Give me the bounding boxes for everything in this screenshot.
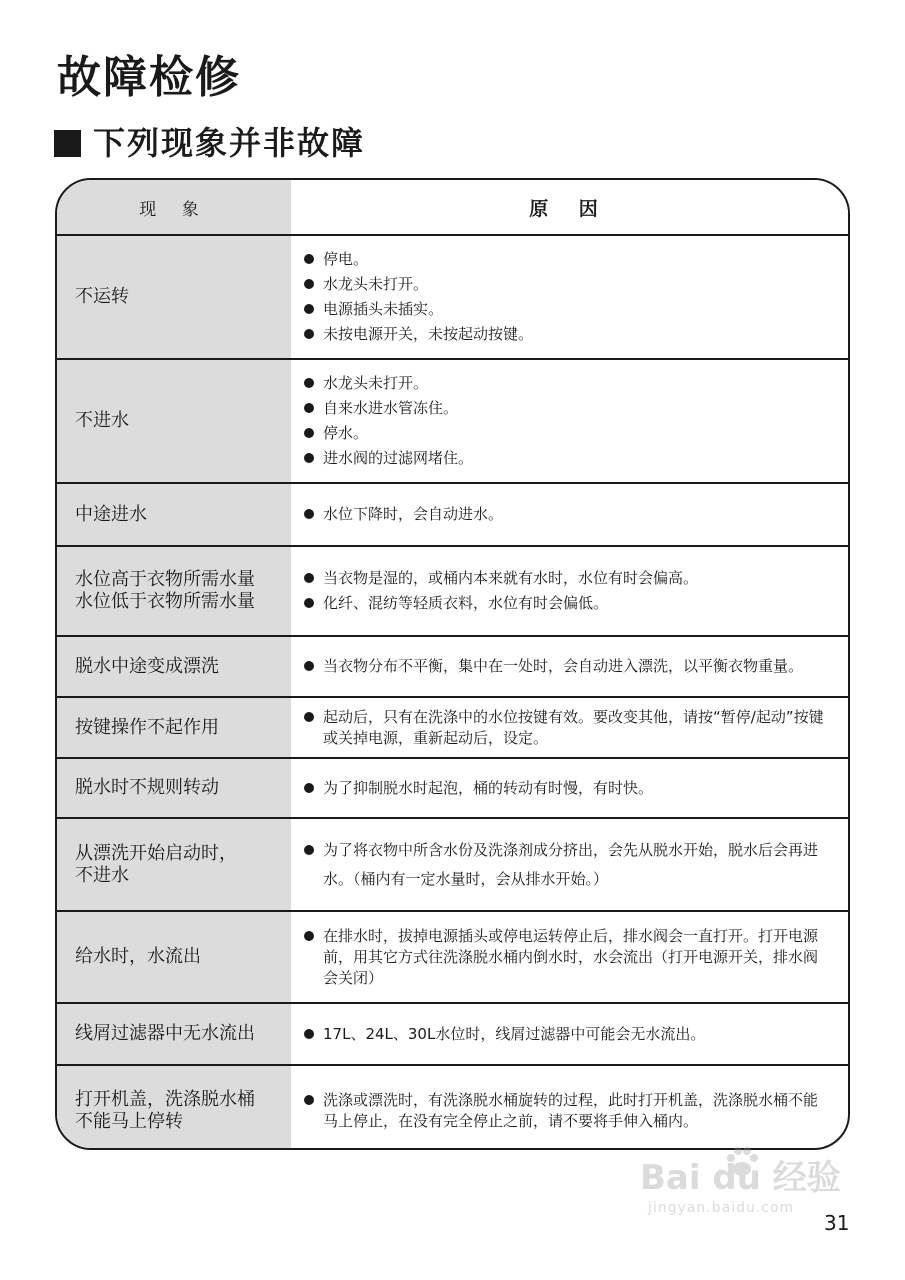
cause-item: 自来水进水管冻住。	[303, 396, 824, 421]
cause-list	[303, 247, 824, 347]
cause-list	[303, 502, 824, 527]
cause-item: 未按电源开关，未按起动按键。	[303, 322, 824, 347]
page-number: 31	[824, 1211, 850, 1235]
symptom-text: 不运转	[75, 286, 129, 307]
header-symptom: 现 象	[57, 180, 291, 235]
cause-list	[303, 926, 824, 989]
watermark-logo: Bai du 经验	[640, 1158, 841, 1198]
cause-item: 当衣物分布不平衡，集中在一处时，会自动进入漂洗，以平衡衣物重量。	[303, 656, 824, 677]
table-row	[57, 359, 848, 483]
cause-item: 当衣物是湿的，或桶内本来就有水时，水位有时会偏高。	[303, 566, 824, 591]
cause-list	[303, 776, 824, 801]
table-row	[57, 636, 848, 697]
table-row	[57, 235, 848, 359]
cause-item: 起动后，只有在洗涤中的水位按键有效。要改变其他，请按“暂停/起动”按键或关掉电源，重新起动后，设定。	[303, 707, 824, 749]
cause-list	[303, 1022, 824, 1047]
cause-list	[303, 1090, 824, 1132]
cause-list	[303, 656, 824, 677]
table-row	[57, 697, 848, 758]
cause-list	[303, 371, 824, 471]
cause-item: 在排水时，拔掉电源插头或停电运转停止后，排水阀会一直打开。打开电源前，用其它方式往洗涤脱水桶内倒水时，水会流出（打开电源开关，排水阀会关闭）	[303, 926, 824, 989]
cause-item: 水龙头未打开。	[303, 371, 824, 396]
cause-item: 为了抑制脱水时起泡，桶的转动有时慢，有时快。	[303, 776, 824, 801]
table-row	[57, 1003, 848, 1065]
cause-item: 水位下降时，会自动进水。	[303, 502, 824, 527]
cause-item: 进水阀的过滤网堵住。	[303, 446, 824, 471]
cause-item: 化纤、混纺等轻质衣料，水位有时会偏低。	[303, 591, 824, 616]
table-row	[57, 818, 848, 911]
cause-item: 洗涤或漂洗时，有洗涤脱水桶旋转的过程，此时打开机盖，洗涤脱水桶不能马上停止，在没有完全停止之前，请不要将手伸入桶内。	[303, 1090, 824, 1132]
symptom-text: 线屑过滤器中无水流出	[75, 1023, 255, 1044]
symptom-text: 脱水时不规则转动	[75, 777, 219, 798]
symptom-text: 脱水中途变成漂洗	[75, 655, 219, 677]
symptom-text: 水位高于衣物所需水量 水位低于衣物所需水量	[75, 569, 255, 612]
table-row	[57, 911, 848, 1003]
troubleshooting-table-frame	[55, 178, 850, 1150]
section-heading	[54, 124, 365, 162]
section-title: 下列现象并非故障	[93, 124, 366, 162]
paw-icon	[722, 1142, 762, 1182]
table-row	[57, 758, 848, 818]
symptom-text: 中途进水	[75, 503, 147, 525]
cause-list	[303, 836, 824, 894]
table-row	[57, 1065, 848, 1150]
cause-list	[303, 707, 824, 749]
symptom-text: 从漂洗开始启动时， 不进水	[75, 842, 237, 886]
troubleshooting-table	[57, 180, 848, 1150]
baidu-watermark	[640, 1150, 860, 1220]
page-title: 故障检修	[57, 52, 241, 103]
cause-item: 水龙头未打开。	[303, 272, 824, 297]
watermark-url: jingyan.baidu.com	[648, 1200, 795, 1216]
symptom-text: 按键操作不起作用	[75, 716, 219, 738]
symptom-text: 不进水	[75, 410, 129, 431]
cause-item: 停电。	[303, 247, 824, 272]
cause-item: 停水。	[303, 421, 824, 446]
table-row	[57, 483, 848, 546]
black-square-icon	[54, 130, 81, 157]
table-header-row	[57, 180, 848, 235]
cause-item: 为了将衣物中所含水份及洗涤剂成分挤出，会先从脱水开始，脱水后会再进水。（桶内有一定水量时，会从排水开始。）	[303, 836, 824, 894]
symptom-text: 给水时，水流出	[75, 946, 201, 967]
symptom-text: 打开机盖，洗涤脱水桶 不能马上停转	[75, 1088, 255, 1132]
table-row	[57, 546, 848, 636]
header-cause: 原 因	[291, 180, 848, 235]
cause-item: 电源插头未插实。	[303, 297, 824, 322]
cause-item: 17L、24L、30L水位时，线屑过滤器中可能会无水流出。	[303, 1022, 824, 1047]
cause-list	[303, 566, 824, 616]
